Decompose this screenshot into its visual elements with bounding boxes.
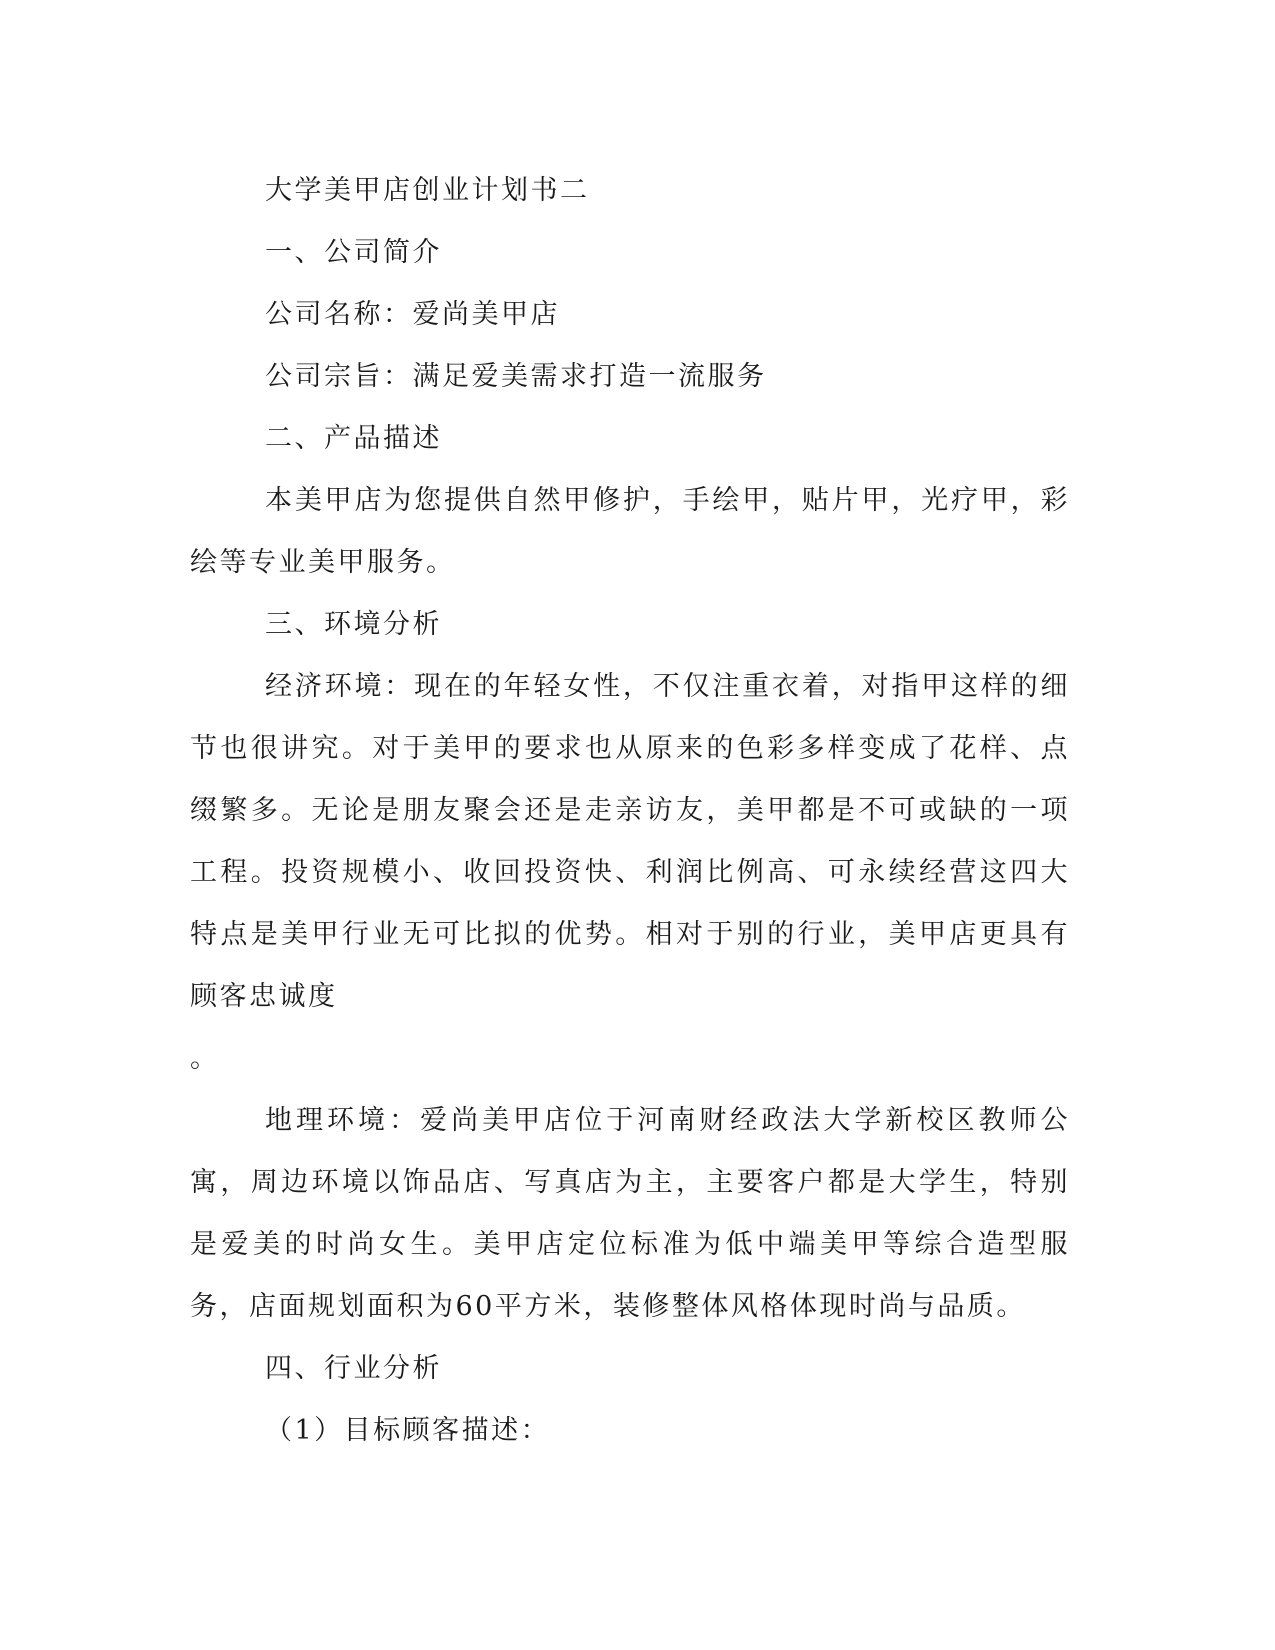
company-purpose-line: 公司宗旨：满足爱美需求打造一流服务 xyxy=(265,361,767,392)
subsection-heading-target-customers: （1）目标顾客描述： xyxy=(265,1415,551,1446)
section-heading-company-intro: 一、公司简介 xyxy=(265,237,442,268)
geographic-environment-paragraph: 地理环境：爱尚美甲店位于河南财经政法大学新校区教师公寓，周边环境以饰品店、写真店为主，主要客户都是大学生，特别是爱美的时尚女生。美甲店定位标准为低中端美甲等综合造型服务，店面规划面积为60平方米，装修整体风格体现时尚与品质。 xyxy=(190,1105,1070,1322)
section-heading-environment: 三、环境分析 xyxy=(265,609,442,640)
document-title: 大学美甲店创业计划书二 xyxy=(265,175,590,206)
economic-environment-tail: 。 xyxy=(190,1043,220,1074)
section-heading-product: 二、产品描述 xyxy=(265,423,442,454)
company-name-line: 公司名称：爱尚美甲店 xyxy=(265,299,560,330)
document-body xyxy=(190,160,1070,1462)
section-heading-industry: 四、行业分析 xyxy=(265,1353,442,1384)
economic-environment-paragraph: 经济环境：现在的年轻女性，不仅注重衣着，对指甲这样的细节也很讲究。对于美甲的要求也从原来的色彩多样变成了花样、点缀繁多。无论是朋友聚会还是走亲访友，美甲都是不可或缺的一项工程。投资规模小、收回投资快、利润比例高、可永续经营这四大特点是美甲行业无可比拟的优势。相对于别的行业，美甲店更具有顾客忠诚度 xyxy=(190,671,1070,1012)
product-description-paragraph: 本美甲店为您提供自然甲修护，手绘甲，贴片甲，光疗甲，彩绘等专业美甲服务。 xyxy=(190,485,1070,578)
